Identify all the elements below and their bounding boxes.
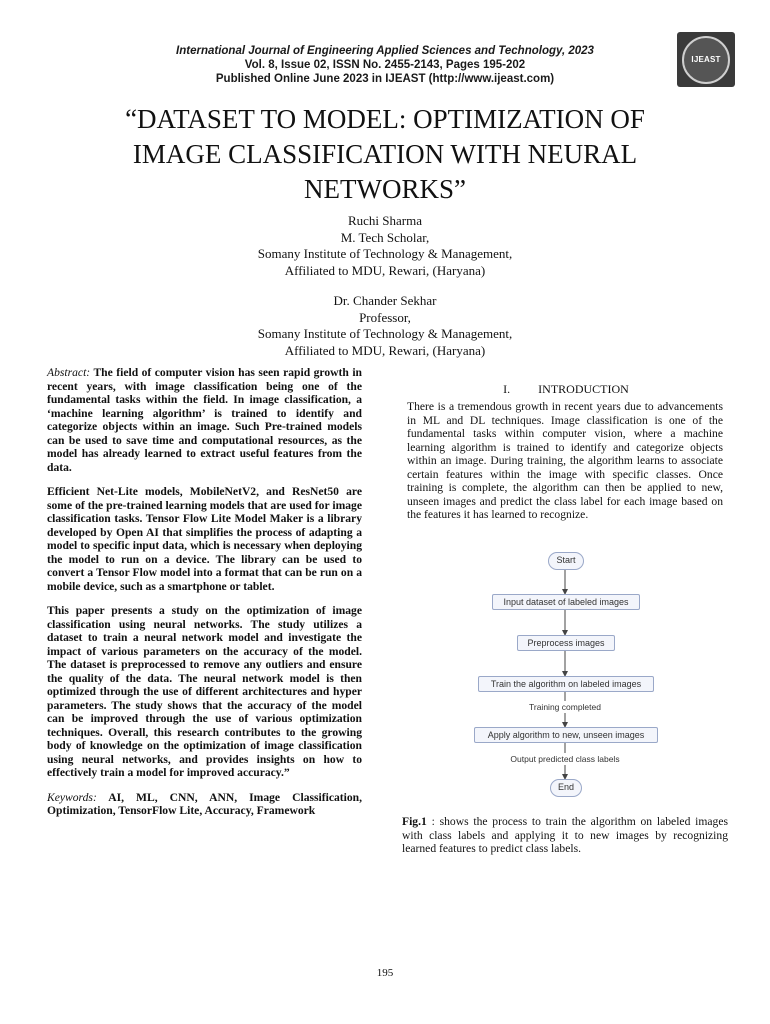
ijeast-logo [677, 32, 735, 87]
flow-training-completed-label: Training completed [529, 702, 601, 712]
keywords-label: Keywords: [47, 790, 97, 804]
author-role: Professor, [359, 309, 411, 325]
flow-preprocess-node: Preprocess images [517, 635, 615, 651]
introduction-text: There is a tremendous growth in recent years due to advancements in ML and DL techniques. Image classification is one of the fundamental tasks within computer vision, where a machine learning algorithm is trained to identify and categorize objects within an image. During training, the algorithm learns to associate certain features within the image with specific classes. Once training is complete, the algorithm can then be applied to new, unseen images and predict the class label for each image based on the features it has learned to recognize. [407, 400, 723, 521]
author-name: Dr. Chander Sekhar [333, 293, 437, 308]
section-title: INTRODUCTION [538, 382, 629, 396]
flow-output-label: Output predicted class labels [510, 754, 620, 764]
author-affiliation: Affiliated to MDU, Rewari, (Haryana) [284, 262, 486, 278]
author-institute: Somany Institute of Technology & Management, [257, 246, 513, 261]
title-line-2: IMAGE CLASSIFICATION WITH NEURAL [132, 139, 638, 169]
journal-publication: Published Online June 2023 in IJEAST (http://www.ijeast.com) [215, 73, 555, 85]
author-block [100, 213, 670, 359]
abstract-paragraph-2: Efficient Net-Lite models, MobileNetV2, and ResNet50 are some of the pre-trained learning models that are used for image classification tasks. Tensor Flow Lite Model Maker is a library developed by Open AI that simplifies the process of adapting a model to specific input data, which is necessary when deploying the model to run on a device. The library can be used to convert a Tensor Flow model into a format that can be run on a mobile device, such as a smartphone or tablet. [47, 485, 362, 593]
paper-title [50, 102, 720, 207]
title-line-3: NETWORKS” [304, 174, 466, 204]
author-institute: Somany Institute of Technology & Management, [257, 326, 513, 341]
journal-volume: Vol. 8, Issue 02, ISSN No. 2455-2143, Pages 195-202 [244, 59, 526, 71]
author-affiliation: Affiliated to MDU, Rewari, (Haryana) [284, 342, 486, 358]
abstract-paragraph-3: This paper presents a study on the optimization of image classification using neural networks. The study utilizes a dataset to train a neural network model and investigate the impact of various parameters on the accuracy of the model. The dataset is preprocessed to remove any outliers and ensure the quality of the data. The neural network model is then optimized through the use of different architectures and hyper parameters. The study shows that the accuracy of the model can be improved through the use of various optimization techniques. Overall, this research contributes to the growing body of knowledge on the optimization of image classification using neural networks, and provides insights on how to effectively train a model for improved accuracy.” [47, 604, 362, 779]
section-heading-introduction [402, 382, 730, 397]
flow-start-node: Start [548, 552, 584, 570]
flow-end-node: End [550, 779, 582, 797]
abstract-paragraph-1 [47, 366, 362, 474]
abstract-label: Abstract: [47, 366, 91, 379]
flow-input-dataset-node: Input dataset of labeled images [492, 594, 640, 610]
author-name: Ruchi Sharma [347, 213, 422, 228]
page-number: 195 [376, 967, 394, 979]
flow-train-node: Train the algorithm on labeled images [478, 676, 654, 692]
author-role: M. Tech Scholar, [340, 229, 430, 245]
keywords-text: AI, ML, CNN, ANN, Image Classification, Optimization, TensorFlow Lite, Accuracy, Framework [47, 790, 362, 817]
journal-name: International Journal of Engineering Applied Sciences and Technology, 2023 [176, 45, 594, 57]
flow-apply-node: Apply algorithm to new, unseen images [474, 727, 658, 743]
section-number: I. [503, 382, 511, 396]
abstract-section [47, 366, 362, 829]
figure-caption-text: : shows the process to train the algorithm on labeled images with class labels and applying it to new images by recognizing learned features to predict class labels. [402, 815, 728, 855]
figure-label: Fig.1 [402, 815, 427, 828]
figure-caption [402, 815, 728, 856]
title-line-1: “DATASET TO MODEL: OPTIMIZATION OF [125, 104, 645, 134]
keywords [47, 791, 362, 818]
abstract-text-1: The field of computer vision has seen rapid growth in recent years, with image classification being one of the fundamental tasks within the field. In image classification, a ‘machine learning algorithm’ is trained to identify and categorize objects within an image. Such Pre-trained models can be used to save time and computational resources, as the model has already learned to extract useful features from the data. [47, 366, 362, 474]
logo-text: IJEAST [691, 55, 721, 64]
journal-header [100, 44, 670, 86]
